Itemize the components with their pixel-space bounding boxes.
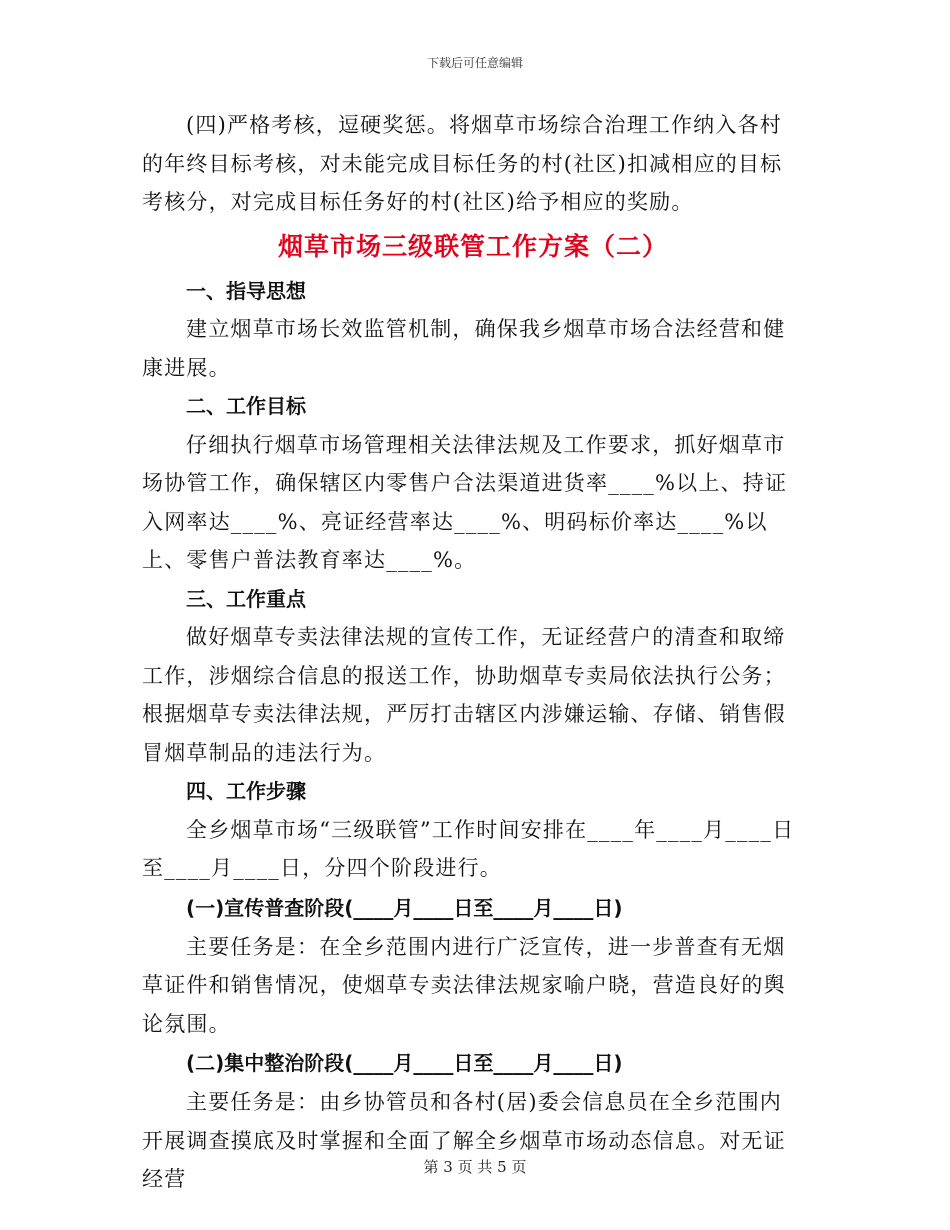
subheading-stage-two: (二)集中整治阶段(____月____日至____月____日) <box>186 1051 623 1075</box>
heading-guiding-thought: 一、指导思想 <box>186 278 306 303</box>
paragraph-strict-assessment: (四)严格考核，逗硬奖惩。将烟草市场综合治理工作纳入各村的年终目标考核，对未能完成目标任务的村(社区)扣减相应的目标考核分，对完成目标任务好的村(社区)给予相应的奖励。 <box>142 113 783 214</box>
document-title: 烟草市场三级联管工作方案（二） <box>277 231 668 261</box>
paragraph-work-steps: 全乡烟草市场“三级联管”工作时间安排在____年____月____日至____月____日，分四个阶段进行。 <box>142 817 795 880</box>
paragraph-guiding-thought: 建立烟草市场长效监管机制，确保我乡烟草市场合法经营和健康进展。 <box>142 317 786 380</box>
heading-work-steps: 四、工作步骤 <box>186 779 306 803</box>
document-body <box>142 106 804 1199</box>
paragraph-stage-one: 主要任务是：在全乡范围内进行广泛宣传，进一步普查有无烟草证件和销售情况，使烟草专卖法律法规家喻户晓，营造良好的舆论氛围。 <box>142 934 786 1036</box>
heading-work-focus: 三、工作重点 <box>186 586 306 611</box>
heading-work-goals: 二、工作目标 <box>186 394 306 418</box>
paragraph-stage-two: 主要任务是：由乡协管员和各村(居)委会信息员在全乡范围内开展调查摸底及时掌握和全面了解全乡烟草市场动态信息。对无证经营 <box>142 1090 786 1191</box>
page-header: 下载后可任意编辑 <box>426 56 523 70</box>
page-footer: 第 3 页 共 5 页 <box>423 1158 527 1176</box>
paragraph-work-focus: 做好烟草专卖法律法规的宣传工作，无证经营户的清查和取缔工作，涉烟综合信息的报送工作，协助烟草专卖局依法执行公务；根据烟草专卖法律法规，严厉打击辖区内涉嫌运输、存储、销售假冒烟草制品的违法行为。 <box>142 625 786 765</box>
subheading-stage-one: (一)宣传普查阶段(____月____日至____月____日) <box>186 895 623 920</box>
paragraph-work-goals: 仔细执行烟草市场管理相关法律法规及工作要求，抓好烟草市场协管工作，确保辖区内零售户合法渠道进货率____%以上、持证入网率达____%、亮证经营率达____%、明码标价率达____%以上、零售户普法教育率达____%。 <box>142 432 788 572</box>
